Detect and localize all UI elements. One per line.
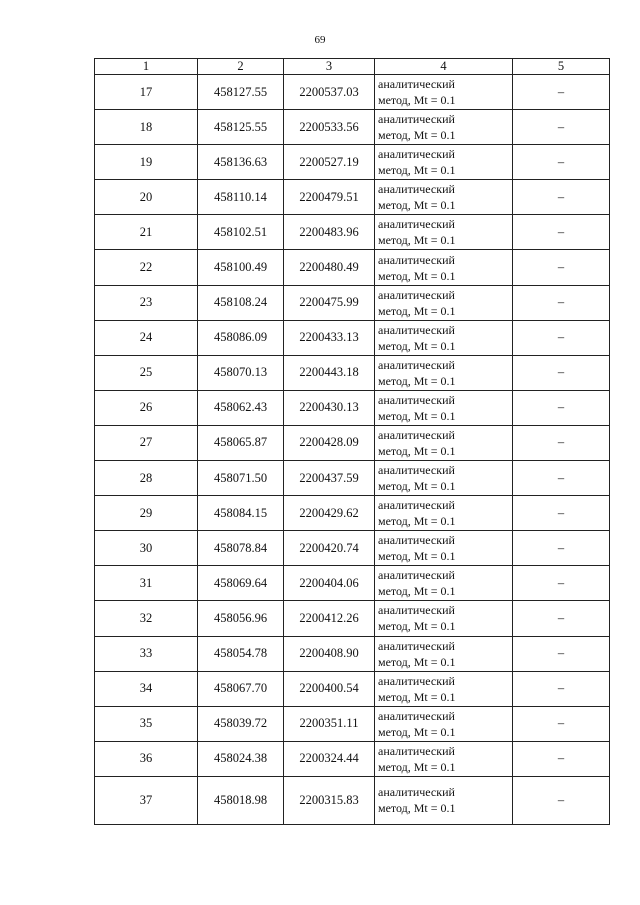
method-cell (375, 706, 513, 741)
y-coordinate-cell: 2200479.51 (284, 180, 375, 215)
method-cell (375, 320, 513, 355)
method-line: аналитический (378, 77, 455, 92)
method-line: аналитический (378, 322, 455, 337)
method-line: аналитический (378, 785, 455, 800)
y-coordinate-cell: 2200480.49 (284, 250, 375, 285)
method-line: аналитический (378, 217, 455, 232)
note-cell: – (513, 566, 610, 601)
note-cell: – (513, 531, 610, 566)
table-body (95, 75, 610, 825)
table-row (95, 741, 610, 776)
note-cell: – (513, 601, 610, 636)
method-line: аналитический (378, 147, 455, 162)
x-coordinate-cell: 458070.13 (198, 355, 284, 390)
method-line: метод, Mt = 0.1 (378, 549, 456, 564)
method-line: аналитический (378, 603, 455, 618)
note-cell: – (513, 776, 610, 824)
method-line: аналитический (378, 638, 455, 653)
method-cell (375, 601, 513, 636)
table-row (95, 145, 610, 180)
x-coordinate-cell: 458102.51 (198, 215, 284, 250)
method-cell (375, 461, 513, 496)
point-number-cell: 24 (95, 320, 198, 355)
method-cell (375, 355, 513, 390)
x-coordinate-cell: 458100.49 (198, 250, 284, 285)
point-number-cell: 25 (95, 355, 198, 390)
method-cell (375, 390, 513, 425)
method-line: аналитический (378, 498, 455, 513)
method-line: аналитический (378, 392, 455, 407)
note-cell: – (513, 250, 610, 285)
note-cell: – (513, 461, 610, 496)
note-cell: – (513, 671, 610, 706)
point-number-cell: 17 (95, 75, 198, 110)
method-cell (375, 285, 513, 320)
y-coordinate-cell: 2200433.13 (284, 320, 375, 355)
column-header: 1 (95, 59, 198, 75)
point-number-cell: 21 (95, 215, 198, 250)
method-cell (375, 425, 513, 460)
method-cell (375, 531, 513, 566)
y-coordinate-cell: 2200533.56 (284, 110, 375, 145)
method-line: метод, Mt = 0.1 (378, 801, 456, 816)
method-line: метод, Mt = 0.1 (378, 689, 456, 704)
method-line: аналитический (378, 112, 455, 127)
note-cell: – (513, 390, 610, 425)
table-row (95, 355, 610, 390)
table-row (95, 110, 610, 145)
method-line: метод, Mt = 0.1 (378, 759, 456, 774)
point-number-cell: 37 (95, 776, 198, 824)
x-coordinate-cell: 458127.55 (198, 75, 284, 110)
x-coordinate-cell: 458054.78 (198, 636, 284, 671)
point-number-cell: 31 (95, 566, 198, 601)
method-cell (375, 671, 513, 706)
method-line: метод, Mt = 0.1 (378, 93, 456, 108)
note-cell: – (513, 741, 610, 776)
header-row (95, 59, 610, 75)
method-cell (375, 110, 513, 145)
y-coordinate-cell: 2200430.13 (284, 390, 375, 425)
x-coordinate-cell: 458078.84 (198, 531, 284, 566)
method-line: аналитический (378, 427, 455, 442)
method-line: метод, Mt = 0.1 (378, 373, 456, 388)
method-cell (375, 75, 513, 110)
method-line: метод, Mt = 0.1 (378, 163, 456, 178)
y-coordinate-cell: 2200324.44 (284, 741, 375, 776)
note-cell: – (513, 425, 610, 460)
method-line: аналитический (378, 463, 455, 478)
table-row (95, 390, 610, 425)
table-row (95, 601, 610, 636)
point-number-cell: 29 (95, 496, 198, 531)
y-coordinate-cell: 2200429.62 (284, 496, 375, 531)
column-header: 4 (375, 59, 513, 75)
point-number-cell: 35 (95, 706, 198, 741)
note-cell: – (513, 215, 610, 250)
method-line: аналитический (378, 708, 455, 723)
y-coordinate-cell: 2200351.11 (284, 706, 375, 741)
table-row (95, 461, 610, 496)
x-coordinate-cell: 458071.50 (198, 461, 284, 496)
method-line: метод, Mt = 0.1 (378, 724, 456, 739)
x-coordinate-cell: 458108.24 (198, 285, 284, 320)
table-header (95, 59, 610, 75)
point-number-cell: 28 (95, 461, 198, 496)
method-cell (375, 496, 513, 531)
coordinates-table (94, 58, 610, 825)
method-line: метод, Mt = 0.1 (378, 338, 456, 353)
note-cell: – (513, 355, 610, 390)
point-number-cell: 36 (95, 741, 198, 776)
x-coordinate-cell: 458062.43 (198, 390, 284, 425)
table-row (95, 180, 610, 215)
point-number-cell: 19 (95, 145, 198, 180)
x-coordinate-cell: 458136.63 (198, 145, 284, 180)
table-row (95, 250, 610, 285)
y-coordinate-cell: 2200408.90 (284, 636, 375, 671)
x-coordinate-cell: 458084.15 (198, 496, 284, 531)
method-line: метод, Mt = 0.1 (378, 479, 456, 494)
note-cell: – (513, 110, 610, 145)
method-line: метод, Mt = 0.1 (378, 619, 456, 634)
table-row (95, 320, 610, 355)
point-number-cell: 27 (95, 425, 198, 460)
note-cell: – (513, 285, 610, 320)
x-coordinate-cell: 458125.55 (198, 110, 284, 145)
table-row (95, 566, 610, 601)
y-coordinate-cell: 2200315.83 (284, 776, 375, 824)
method-line: аналитический (378, 533, 455, 548)
note-cell: – (513, 75, 610, 110)
table-row (95, 215, 610, 250)
method-line: метод, Mt = 0.1 (378, 443, 456, 458)
y-coordinate-cell: 2200412.26 (284, 601, 375, 636)
method-line: аналитический (378, 252, 455, 267)
method-line: аналитический (378, 182, 455, 197)
note-cell: – (513, 496, 610, 531)
method-cell (375, 636, 513, 671)
y-coordinate-cell: 2200420.74 (284, 531, 375, 566)
method-cell (375, 145, 513, 180)
method-line: метод, Mt = 0.1 (378, 233, 456, 248)
point-number-cell: 20 (95, 180, 198, 215)
x-coordinate-cell: 458024.38 (198, 741, 284, 776)
table-row (95, 706, 610, 741)
method-line: метод, Mt = 0.1 (378, 514, 456, 529)
table-row (95, 425, 610, 460)
point-number-cell: 32 (95, 601, 198, 636)
y-coordinate-cell: 2200437.59 (284, 461, 375, 496)
method-cell (375, 566, 513, 601)
method-line: аналитический (378, 673, 455, 688)
method-line: метод, Mt = 0.1 (378, 268, 456, 283)
y-coordinate-cell: 2200537.03 (284, 75, 375, 110)
method-line: метод, Mt = 0.1 (378, 654, 456, 669)
column-header: 2 (198, 59, 284, 75)
table-row (95, 776, 610, 824)
x-coordinate-cell: 458069.64 (198, 566, 284, 601)
method-line: аналитический (378, 287, 455, 302)
table-row (95, 671, 610, 706)
table-row (95, 285, 610, 320)
note-cell: – (513, 320, 610, 355)
table-row (95, 496, 610, 531)
column-header: 3 (284, 59, 375, 75)
method-line: метод, Mt = 0.1 (378, 198, 456, 213)
note-cell: – (513, 706, 610, 741)
note-cell: – (513, 180, 610, 215)
note-cell: – (513, 636, 610, 671)
y-coordinate-cell: 2200443.18 (284, 355, 375, 390)
method-cell (375, 215, 513, 250)
y-coordinate-cell: 2200527.19 (284, 145, 375, 180)
column-header: 5 (513, 59, 610, 75)
table-row (95, 531, 610, 566)
y-coordinate-cell: 2200475.99 (284, 285, 375, 320)
point-number-cell: 33 (95, 636, 198, 671)
table-row (95, 636, 610, 671)
y-coordinate-cell: 2200400.54 (284, 671, 375, 706)
x-coordinate-cell: 458067.70 (198, 671, 284, 706)
method-cell (375, 741, 513, 776)
method-cell (375, 180, 513, 215)
x-coordinate-cell: 458056.96 (198, 601, 284, 636)
x-coordinate-cell: 458065.87 (198, 425, 284, 460)
y-coordinate-cell: 2200428.09 (284, 425, 375, 460)
method-line: метод, Mt = 0.1 (378, 408, 456, 423)
y-coordinate-cell: 2200483.96 (284, 215, 375, 250)
method-line: аналитический (378, 357, 455, 372)
page-number: 69 (314, 34, 326, 46)
x-coordinate-cell: 458039.72 (198, 706, 284, 741)
method-line: аналитический (378, 743, 455, 758)
method-line: метод, Mt = 0.1 (378, 128, 456, 143)
point-number-cell: 26 (95, 390, 198, 425)
table-row (95, 75, 610, 110)
method-line: метод, Mt = 0.1 (378, 584, 456, 599)
y-coordinate-cell: 2200404.06 (284, 566, 375, 601)
point-number-cell: 18 (95, 110, 198, 145)
method-cell (375, 776, 513, 824)
point-number-cell: 23 (95, 285, 198, 320)
x-coordinate-cell: 458110.14 (198, 180, 284, 215)
point-number-cell: 30 (95, 531, 198, 566)
point-number-cell: 34 (95, 671, 198, 706)
method-line: метод, Mt = 0.1 (378, 303, 456, 318)
method-line: аналитический (378, 568, 455, 583)
note-cell: – (513, 145, 610, 180)
x-coordinate-cell: 458086.09 (198, 320, 284, 355)
method-cell (375, 250, 513, 285)
point-number-cell: 22 (95, 250, 198, 285)
x-coordinate-cell: 458018.98 (198, 776, 284, 824)
